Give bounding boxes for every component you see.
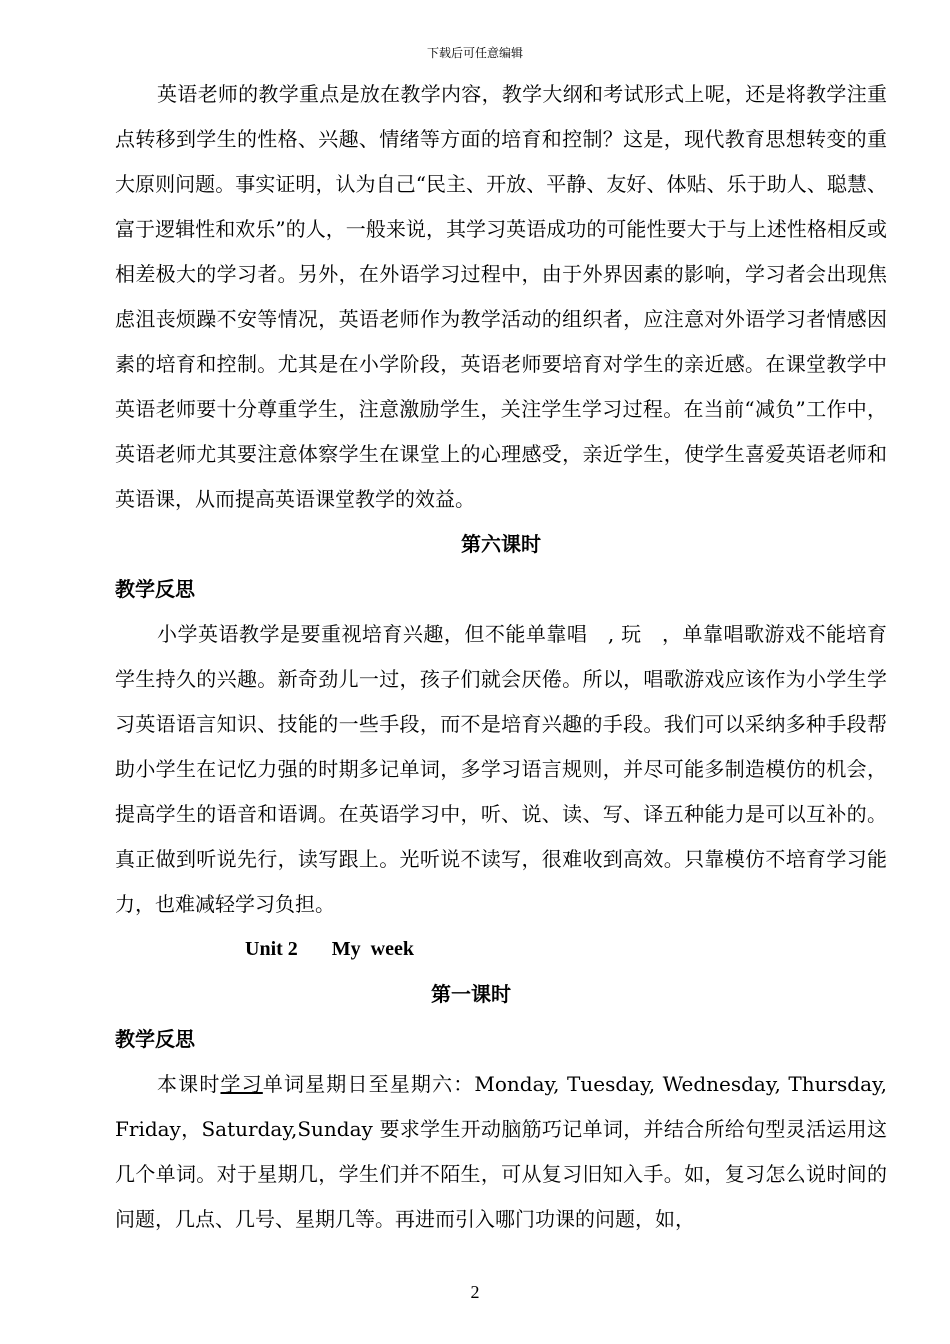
lesson-one-heading: 第一课时 <box>431 982 511 1006</box>
unit-name: My week <box>331 938 414 960</box>
paragraph-teaching-focus: 英语老师的教学重点是放在教学内容，教学大纲和考试形式上呢，还是将教学注重点转移到学生的性格、兴趣、情绪等方面的培育和控制？这是，现代教育思想转变的重大原则问题。事实证明，认为自己“民主、开放、平静、友好、体贴、乐于助人、聪慧、富于逻辑性和欢乐”的人，一般来说，其学习英语成功的可能性要大于与上述性格相反或相差极大的学习者。另外，在外语学习过程中，由于外界因素的影响，学习者会出现焦虑沮丧烦躁不安等情况，英语老师作为教学活动的组织者，应注意对外语学习者情感因素的培育和控制。尤其是在小学阶段，英语老师要培育对学生的亲近感。在课堂教学中英语老师要十分尊重学生，注意激励学生，关注学生学习过程。在当前“减负”工作中，英语老师尤其要注意体察学生在课堂上的心理感受，亲近学生，使学生喜爱英语老师和英语课，从而提高英语课堂教学的效益。 <box>115 82 887 511</box>
page-header: 下载后可任意编辑 <box>426 46 523 60</box>
paragraph-weekdays-prefix: 本课时 <box>157 1072 221 1096</box>
page-number: 2 <box>470 1282 480 1302</box>
paragraph-weekdays <box>115 1062 887 1242</box>
lesson-six-heading: 第六课时 <box>461 532 541 556</box>
teaching-reflection-heading: 教学反思 <box>115 577 195 601</box>
teaching-reflection-heading-2: 教学反思 <box>115 1027 195 1051</box>
unit-title <box>115 927 887 972</box>
paragraph-interest-cultivation: 小学英语教学是要重视培育兴趣，但不能单靠唱 , 玩 ，单靠唱歌游戏不能培育学生持久的兴趣。新奇劲儿一过，孩子们就会厌倦。所以，唱歌游戏应该作为小学生学习英语语言知识、技能的一些手段，而不是培育兴趣的手段。我们可以采纳多种手段帮助小学生在记忆力强的时期多记单词，多学习语言规则，并尽可能多制造模仿的机会，提高学生的语音和语调。在英语学习中，听、说、读、写、译五种能力是可以互补的。真正做到听说先行，读写跟上。光听说不读写，很难收到高效。只靠模仿不培育学习能力，也难减轻学习负担。 <box>115 622 887 916</box>
paragraph-weekdays-rest: 单词星期日至星期六：Monday, Tuesday, Wednesday, Thursday, Friday，Saturday,Sunday 要求学生开动脑筋巧记单词，并结合所给句型灵活运用这几个单词。对于星期几，学生们并不陌生，可从复习旧知入手。如，复习怎么说时间的问题，几点、几号、星期几等。再进而引入哪门功课的问题，如， <box>115 1072 888 1231</box>
unit-number: Unit 2 <box>245 938 298 960</box>
underlined-word: 学习 <box>220 1072 263 1096</box>
document-body <box>115 72 887 1242</box>
